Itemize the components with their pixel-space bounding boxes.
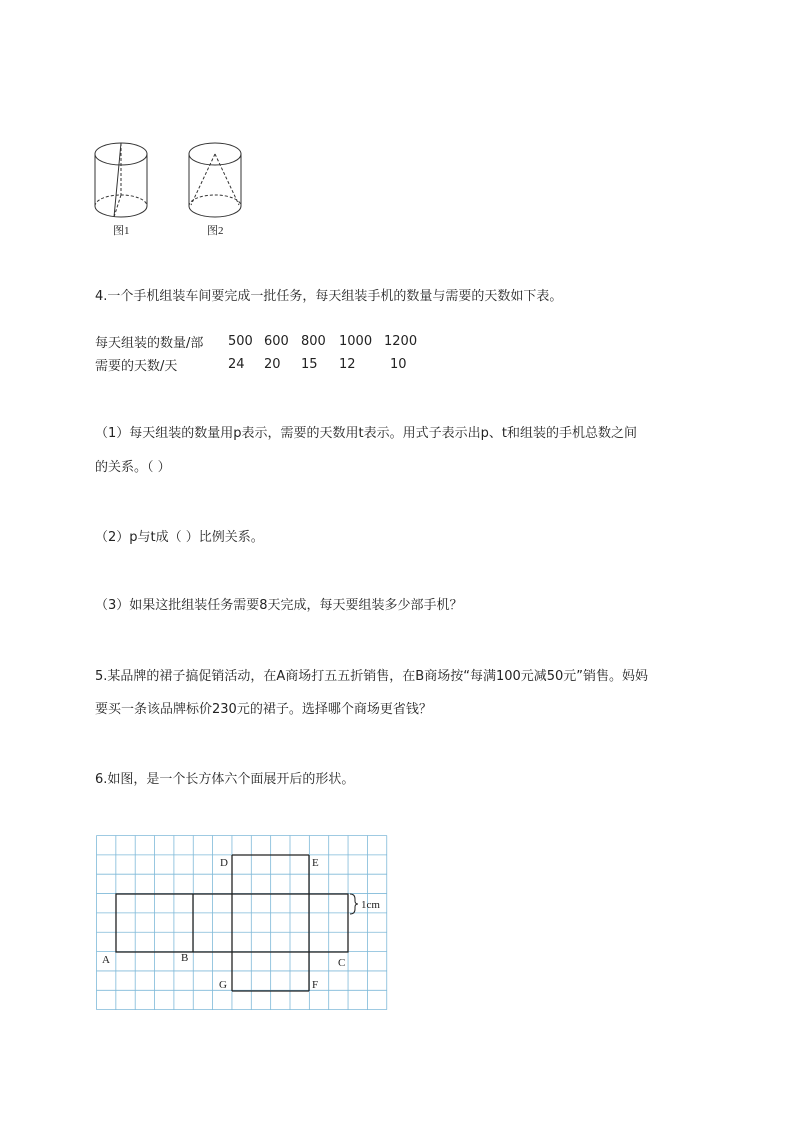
q4-sub3: （3）如果这批组装任务需要8天完成，每天要组装多少部手机？	[95, 598, 463, 613]
q4-sub2: （2）p与t成（ ）比例关系。	[95, 530, 264, 545]
q4-table	[95, 330, 424, 376]
q5-line1: 5.某品牌的裙子搞促销活动，在A商场打五五折销售，在B商场按“每满100元减50元”销售。妈妈	[95, 669, 649, 684]
table-cell: 24	[228, 357, 245, 372]
vertex-label-a: A	[102, 954, 110, 966]
vertex-label-e: E	[312, 857, 319, 869]
table-row	[95, 330, 424, 353]
figure-1-caption: 图1	[113, 225, 130, 237]
vertex-label-g: G	[219, 979, 227, 991]
table-cell: 12	[339, 357, 356, 372]
row2-label: 需要的天数/天	[95, 359, 178, 374]
table-cell: 20	[264, 357, 281, 372]
figure-2-cylinder-cone	[186, 138, 246, 228]
q6-stem: 6.如图，是一个长方体六个面展开后的形状。	[95, 772, 355, 787]
table-cell: 10	[390, 357, 407, 372]
figure-2-caption: 图2	[207, 225, 224, 237]
q4-sub1-line2: 的关系。（ ）	[95, 460, 171, 475]
table-cell: 1200	[384, 334, 418, 349]
table-cell: 600	[264, 334, 289, 349]
vertex-label-b: B	[181, 952, 189, 964]
row1-label: 每天组装的数量/部	[95, 336, 204, 351]
grid-lines	[97, 836, 387, 1010]
table-cell: 15	[301, 357, 318, 372]
table-cell: 500	[228, 334, 253, 349]
unit-label: 1cm	[361, 899, 380, 911]
table-cell: 1000	[339, 334, 373, 349]
vertex-label-c: C	[338, 957, 346, 969]
q4-sub1-line1: （1）每天组装的数量用p表示，需要的天数用t表示。用式子表示出p、t和组装的手机总数之间	[95, 426, 637, 441]
cuboid-net-grid-figure	[90, 830, 400, 1015]
table-row	[95, 353, 424, 376]
q5-line2: 要买一条该品牌标价230元的裙子。选择哪个商场更省钱？	[95, 702, 432, 717]
figure-1-cylinder	[92, 138, 152, 228]
table-cell: 800	[301, 334, 326, 349]
q4-stem: 4.一个手机组装车间要完成一批任务，每天组装手机的数量与需要的天数如下表。	[95, 289, 563, 304]
unit-brace-icon	[350, 894, 358, 914]
vertex-label-f: F	[312, 979, 319, 991]
vertex-label-d: D	[220, 857, 228, 869]
